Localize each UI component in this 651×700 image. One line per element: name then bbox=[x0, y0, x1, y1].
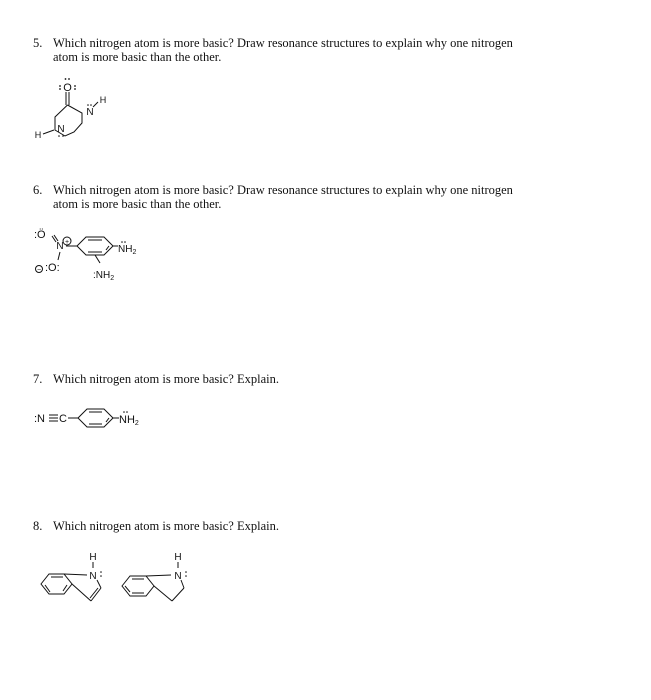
indole-nitrogen-label: N bbox=[89, 571, 97, 582]
nitro-bottom-oxygen: :O: bbox=[45, 262, 60, 274]
question-6 bbox=[33, 183, 513, 211]
question-text-line2: atom is more basic than the other. bbox=[53, 50, 222, 64]
nitro-top-oxygen: :Ö bbox=[34, 229, 46, 241]
structure-q7-aminobenzonitrile bbox=[30, 398, 170, 438]
ring-nitrogen-label: N bbox=[86, 107, 94, 118]
question-5 bbox=[33, 36, 513, 64]
question-text-line1: Which nitrogen atom is more basic? Explain. bbox=[53, 519, 279, 533]
nitrile-carbon: C bbox=[59, 413, 67, 425]
amine-label: NH2 bbox=[119, 414, 139, 427]
ring-h-label: H bbox=[99, 95, 107, 105]
isoindole-h-label: H bbox=[174, 552, 182, 563]
isoindole-nitrogen-label: N bbox=[174, 571, 182, 582]
amine-h-label: H bbox=[34, 130, 42, 140]
question-8 bbox=[33, 519, 279, 533]
question-number: 6. bbox=[33, 183, 43, 197]
nitro-nitrogen: N bbox=[56, 241, 64, 252]
structure-q5-piperazinone bbox=[28, 78, 128, 148]
structure-q8-isoindole bbox=[116, 548, 196, 613]
question-7 bbox=[33, 372, 279, 386]
question-number: 7. bbox=[33, 372, 43, 386]
nitro-minus-charge: − bbox=[36, 267, 42, 274]
question-text-line1: Which nitrogen atom is more basic? Explain. bbox=[53, 372, 279, 386]
structure-q8-indole bbox=[36, 548, 116, 613]
nitro-plus-charge: + bbox=[64, 239, 70, 246]
amine-nitrogen-label: N bbox=[57, 124, 65, 135]
amine-right-label: $NH_2$ bbox=[118, 244, 137, 256]
nitrile-nitrogen: :N bbox=[34, 413, 45, 425]
question-number: 8. bbox=[33, 519, 43, 533]
indole-h-label: H bbox=[89, 552, 97, 563]
question-text-line1: Which nitrogen atom is more basic? Draw resonance structures to explain why one nitrogen bbox=[53, 36, 513, 50]
question-number: 5. bbox=[33, 36, 43, 50]
structure-q6-nitroaniline bbox=[30, 222, 170, 297]
amine-bottom-label: $:NH_2$ bbox=[93, 270, 115, 282]
oxygen-label: O bbox=[63, 82, 72, 94]
question-text-line1: Which nitrogen atom is more basic? Draw resonance structures to explain why one nitrogen bbox=[53, 183, 513, 197]
question-text-line2: atom is more basic than the other. bbox=[53, 197, 222, 211]
